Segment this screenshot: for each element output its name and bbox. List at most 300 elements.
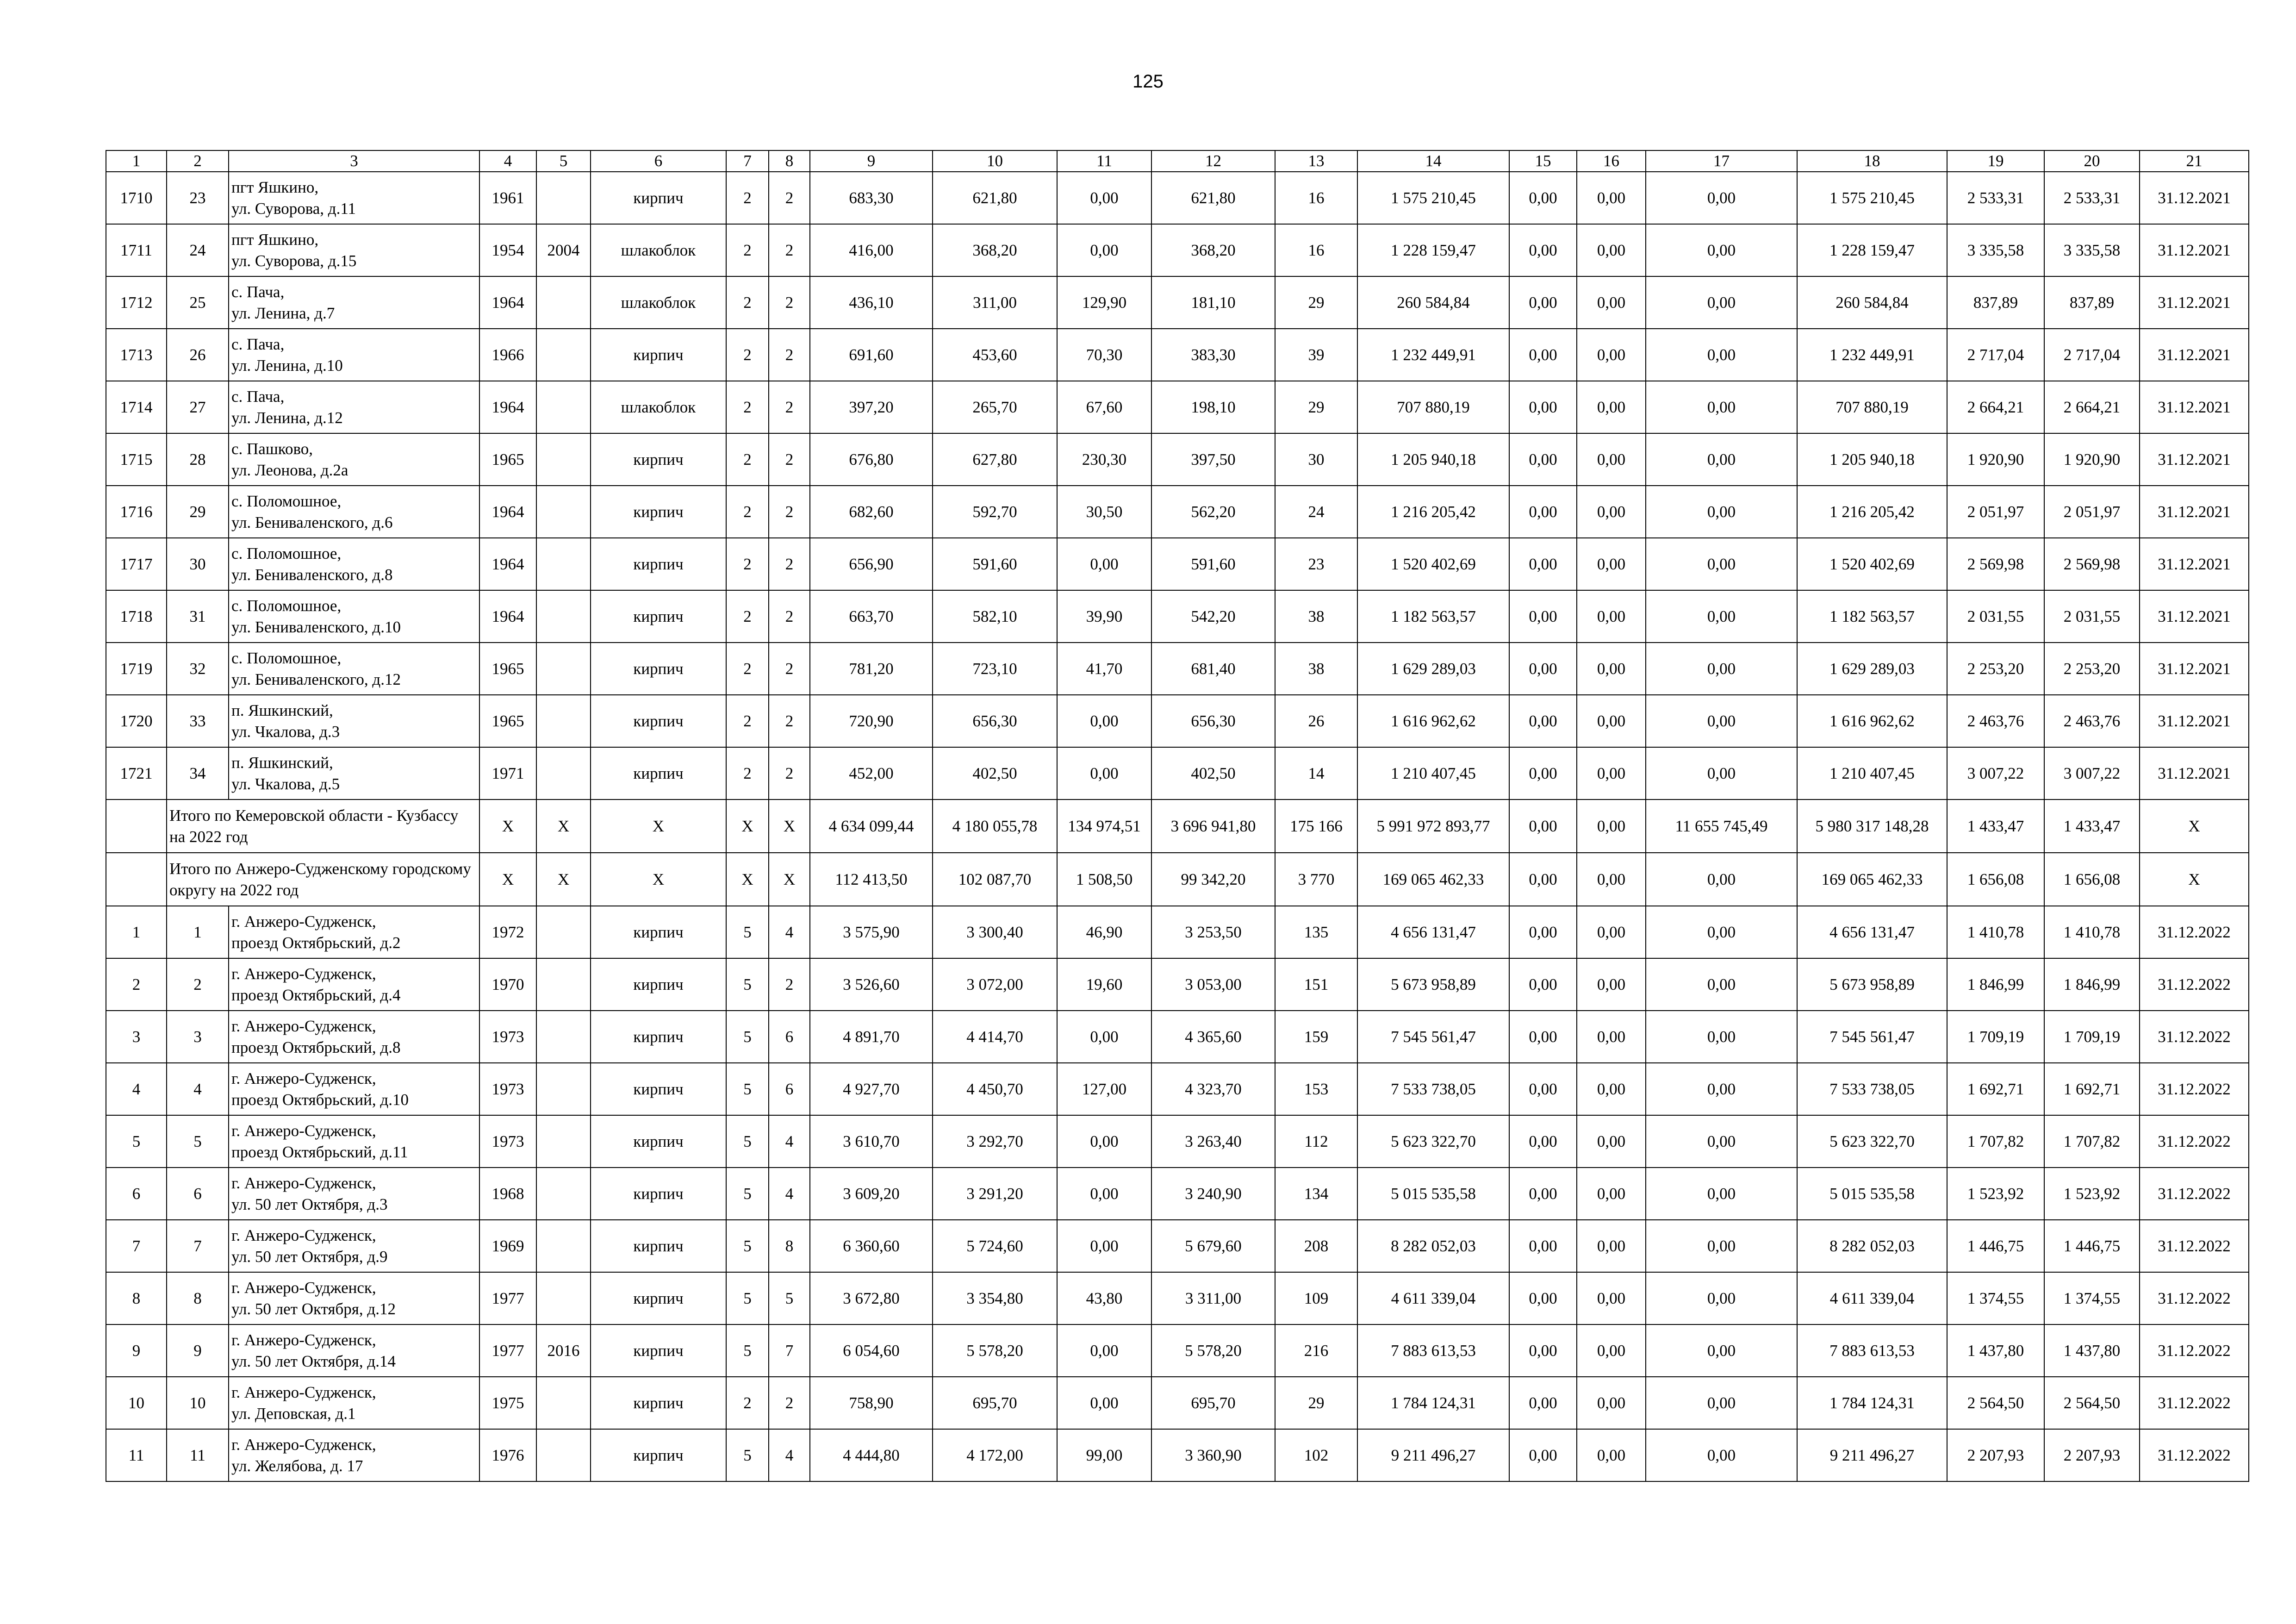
cell-col-8: 8 [769, 1220, 810, 1272]
cell-col-20: 1 920,90 [2044, 433, 2140, 486]
cell-address [229, 172, 479, 224]
cell-col-15: 0,00 [1509, 1115, 1577, 1168]
cell-col-19: 1 709,19 [1947, 1011, 2044, 1063]
cell-col-2: 2 [167, 958, 229, 1011]
cell-col-13: 216 [1275, 1324, 1357, 1377]
cell-col-5 [536, 1115, 591, 1168]
cell-col-16: 0,00 [1577, 486, 1646, 538]
cell-address [229, 329, 479, 381]
cell-col-4: 1977 [479, 1272, 536, 1324]
cell-col-1 [106, 800, 167, 853]
column-number-13: 13 [1275, 150, 1357, 172]
cell-col-16: 0,00 [1577, 276, 1646, 329]
cell-col-20: 2 207,93 [2044, 1429, 2140, 1481]
cell-col-20: 2 031,55 [2044, 590, 2140, 643]
cell-col-11: 0,00 [1057, 1115, 1151, 1168]
column-number-9: 9 [810, 150, 933, 172]
cell-col-10: 102 087,70 [933, 853, 1057, 906]
cell-col-20: 1 707,82 [2044, 1115, 2140, 1168]
cell-col-10: 591,60 [933, 538, 1057, 590]
cell-col-5: Х [536, 853, 591, 906]
cell-col-11: 46,90 [1057, 906, 1151, 958]
cell-col-19: 1 656,08 [1947, 853, 2044, 906]
cell-col-10: 4 414,70 [933, 1011, 1057, 1063]
cell-col-8: 2 [769, 643, 810, 695]
cell-col-12: 621,80 [1151, 172, 1275, 224]
cell-col-11: 30,50 [1057, 486, 1151, 538]
cell-col-6: кирпич [591, 906, 726, 958]
cell-col-20: 2 533,31 [2044, 172, 2140, 224]
cell-col-20: 1 692,71 [2044, 1063, 2140, 1115]
cell-col-17: 0,00 [1646, 853, 1797, 906]
cell-col-5 [536, 538, 591, 590]
cell-address [229, 1429, 479, 1481]
cell-col-21: 31.12.2021 [2140, 643, 2249, 695]
cell-address [229, 1377, 479, 1429]
cell-col-20: 1 523,92 [2044, 1168, 2140, 1220]
cell-col-4: Х [479, 853, 536, 906]
cell-col-13: 135 [1275, 906, 1357, 958]
cell-col-21: 31.12.2022 [2140, 1168, 2249, 1220]
cell-col-18: 1 520 402,69 [1797, 538, 1947, 590]
cell-col-17: 0,00 [1646, 1063, 1797, 1115]
address-street: проезд Октябрьский, д.8 [231, 1038, 401, 1056]
cell-col-10: 4 172,00 [933, 1429, 1057, 1481]
cell-col-7: 2 [726, 381, 769, 433]
address-street: ул. 50 лет Октября, д.3 [231, 1195, 388, 1213]
cell-col-19: 2 463,76 [1947, 695, 2044, 747]
cell-col-4: Х [479, 800, 536, 853]
address-locality: г. Анжеро-Судженск, [231, 1121, 376, 1140]
cell-col-17: 0,00 [1646, 224, 1797, 276]
cell-col-21: 31.12.2022 [2140, 1377, 2249, 1429]
cell-col-15: 0,00 [1509, 1063, 1577, 1115]
cell-col-19: 2 717,04 [1947, 329, 2044, 381]
cell-col-7: 5 [726, 906, 769, 958]
cell-col-14: 1 629 289,03 [1357, 643, 1509, 695]
cell-col-21: 31.12.2022 [2140, 1115, 2249, 1168]
cell-col-18: 1 232 449,91 [1797, 329, 1947, 381]
cell-col-20: 2 564,50 [2044, 1377, 2140, 1429]
cell-col-8: 2 [769, 433, 810, 486]
cell-col-2: 27 [167, 381, 229, 433]
cell-col-8: 2 [769, 1377, 810, 1429]
cell-col-12: 542,20 [1151, 590, 1275, 643]
cell-col-15: 0,00 [1509, 1272, 1577, 1324]
address-locality: с. Пача, [231, 335, 285, 353]
cell-col-13: 30 [1275, 433, 1357, 486]
cell-col-4: 1971 [479, 747, 536, 800]
cell-col-1: 1 [106, 906, 167, 958]
column-number-15: 15 [1509, 150, 1577, 172]
address-locality: г. Анжеро-Судженск, [231, 1017, 376, 1035]
cell-col-14: 5 991 972 893,77 [1357, 800, 1509, 853]
cell-col-21: 31.12.2022 [2140, 1011, 2249, 1063]
cell-col-17: 11 655 745,49 [1646, 800, 1797, 853]
cell-col-13: 109 [1275, 1272, 1357, 1324]
cell-col-13: 29 [1275, 381, 1357, 433]
cell-col-18: 1 629 289,03 [1797, 643, 1947, 695]
address-locality: п. Яшкинский, [231, 701, 333, 719]
cell-col-7: 2 [726, 643, 769, 695]
cell-col-21: 31.12.2021 [2140, 224, 2249, 276]
cell-col-2: 3 [167, 1011, 229, 1063]
cell-col-2: 29 [167, 486, 229, 538]
cell-col-1: 1718 [106, 590, 167, 643]
cell-col-15: 0,00 [1509, 329, 1577, 381]
cell-col-5 [536, 1063, 591, 1115]
cell-col-14: 1 210 407,45 [1357, 747, 1509, 800]
cell-col-20: 2 569,98 [2044, 538, 2140, 590]
cell-col-4: 1973 [479, 1011, 536, 1063]
table-row [106, 695, 2249, 747]
cell-col-19: 2 533,31 [1947, 172, 2044, 224]
cell-col-5 [536, 590, 591, 643]
cell-col-14: 1 228 159,47 [1357, 224, 1509, 276]
column-number-19: 19 [1947, 150, 2044, 172]
column-number-4: 4 [479, 150, 536, 172]
cell-col-9: 4 634 099,44 [810, 800, 933, 853]
cell-address [229, 224, 479, 276]
cell-col-14: 1 575 210,45 [1357, 172, 1509, 224]
address-locality: пгт Яшкино, [231, 230, 319, 249]
cell-col-19: 1 846,99 [1947, 958, 2044, 1011]
table-row [106, 486, 2249, 538]
cell-col-6: кирпич [591, 1272, 726, 1324]
cell-col-10: 3 291,20 [933, 1168, 1057, 1220]
cell-col-5 [536, 1429, 591, 1481]
cell-col-20: 2 664,21 [2044, 381, 2140, 433]
housing-register-table [106, 150, 2249, 1482]
cell-col-12: 198,10 [1151, 381, 1275, 433]
cell-col-10: 621,80 [933, 172, 1057, 224]
cell-col-21: 31.12.2022 [2140, 958, 2249, 1011]
cell-col-2: 8 [167, 1272, 229, 1324]
cell-col-4: 1964 [479, 590, 536, 643]
cell-col-5: 2004 [536, 224, 591, 276]
cell-col-11: 129,90 [1057, 276, 1151, 329]
cell-col-13: 23 [1275, 538, 1357, 590]
cell-col-17: 0,00 [1646, 1272, 1797, 1324]
total-row [106, 853, 2249, 906]
cell-col-16: 0,00 [1577, 853, 1646, 906]
cell-col-20: 1 656,08 [2044, 853, 2140, 906]
cell-col-11: 43,80 [1057, 1272, 1151, 1324]
cell-col-16: 0,00 [1577, 1272, 1646, 1324]
cell-col-9: 112 413,50 [810, 853, 933, 906]
cell-col-4: 1973 [479, 1115, 536, 1168]
cell-col-15: 0,00 [1509, 1377, 1577, 1429]
cell-col-1: 1712 [106, 276, 167, 329]
cell-col-19: 3 335,58 [1947, 224, 2044, 276]
cell-col-13: 29 [1275, 276, 1357, 329]
cell-col-6: шлакоблок [591, 381, 726, 433]
cell-address [229, 1168, 479, 1220]
cell-col-11: 0,00 [1057, 1377, 1151, 1429]
address-street: ул. Ленина, д.12 [231, 408, 343, 427]
address-street: ул. 50 лет Октября, д.12 [231, 1299, 396, 1318]
cell-col-16: 0,00 [1577, 172, 1646, 224]
cell-col-6: кирпич [591, 747, 726, 800]
cell-col-4: 1969 [479, 1220, 536, 1272]
cell-col-19: 1 692,71 [1947, 1063, 2044, 1115]
cell-col-18: 9 211 496,27 [1797, 1429, 1947, 1481]
cell-col-1: 1711 [106, 224, 167, 276]
cell-col-4: 1970 [479, 958, 536, 1011]
address-street: ул. Бениваленского, д.6 [231, 513, 393, 531]
cell-col-9: 676,80 [810, 433, 933, 486]
cell-col-4: 1961 [479, 172, 536, 224]
cell-col-9: 3 575,90 [810, 906, 933, 958]
cell-col-9: 452,00 [810, 747, 933, 800]
cell-col-19: 2 051,97 [1947, 486, 2044, 538]
cell-col-7: 5 [726, 1272, 769, 1324]
cell-col-15: 0,00 [1509, 1168, 1577, 1220]
cell-col-17: 0,00 [1646, 906, 1797, 958]
cell-col-5 [536, 1272, 591, 1324]
cell-col-20: 1 709,19 [2044, 1011, 2140, 1063]
cell-col-18: 8 282 052,03 [1797, 1220, 1947, 1272]
cell-col-6: кирпич [591, 1168, 726, 1220]
address-locality: г. Анжеро-Судженск, [231, 964, 376, 983]
cell-col-17: 0,00 [1646, 381, 1797, 433]
cell-col-18: 5 673 958,89 [1797, 958, 1947, 1011]
cell-col-14: 260 584,84 [1357, 276, 1509, 329]
address-street: ул. Ленина, д.10 [231, 356, 343, 375]
cell-col-9: 4 927,70 [810, 1063, 933, 1115]
cell-col-13: 39 [1275, 329, 1357, 381]
table-row [106, 276, 2249, 329]
cell-col-9: 416,00 [810, 224, 933, 276]
cell-col-5: Х [536, 800, 591, 853]
cell-col-16: 0,00 [1577, 1429, 1646, 1481]
cell-col-11: 19,60 [1057, 958, 1151, 1011]
cell-col-7: 5 [726, 1115, 769, 1168]
cell-col-20: 1 437,80 [2044, 1324, 2140, 1377]
cell-col-12: 681,40 [1151, 643, 1275, 695]
cell-col-1: 1716 [106, 486, 167, 538]
cell-col-11: 0,00 [1057, 224, 1151, 276]
cell-col-8: 2 [769, 538, 810, 590]
address-street: ул. 50 лет Октября, д.14 [231, 1352, 396, 1370]
address-street: проезд Октябрьский, д.10 [231, 1090, 409, 1109]
cell-col-5 [536, 1011, 591, 1063]
cell-col-12: 3 360,90 [1151, 1429, 1275, 1481]
cell-col-11: 0,00 [1057, 538, 1151, 590]
address-locality: с. Пача, [231, 387, 285, 406]
address-street: ул. Суворова, д.11 [231, 199, 356, 218]
cell-col-6: кирпич [591, 590, 726, 643]
cell-col-16: 0,00 [1577, 1324, 1646, 1377]
cell-col-12: 3 240,90 [1151, 1168, 1275, 1220]
cell-col-20: 2 253,20 [2044, 643, 2140, 695]
cell-col-17: 0,00 [1646, 276, 1797, 329]
cell-col-6: кирпич [591, 1063, 726, 1115]
cell-col-6: кирпич [591, 172, 726, 224]
cell-col-9: 3 609,20 [810, 1168, 933, 1220]
table-row [106, 643, 2249, 695]
cell-col-13: 112 [1275, 1115, 1357, 1168]
cell-col-18: 5 623 322,70 [1797, 1115, 1947, 1168]
cell-col-8: 5 [769, 1272, 810, 1324]
address-street: ул. Суворова, д.15 [231, 251, 357, 270]
cell-col-19: 1 410,78 [1947, 906, 2044, 958]
cell-address [229, 1011, 479, 1063]
cell-address [229, 695, 479, 747]
cell-col-16: 0,00 [1577, 747, 1646, 800]
table-row [106, 1429, 2249, 1481]
cell-col-20: 837,89 [2044, 276, 2140, 329]
total-row [106, 800, 2249, 853]
cell-col-17: 0,00 [1646, 538, 1797, 590]
table-row [106, 1272, 2249, 1324]
address-street: ул. Бениваленского, д.10 [231, 618, 401, 636]
cell-col-20: 2 717,04 [2044, 329, 2140, 381]
cell-col-15: 0,00 [1509, 853, 1577, 906]
cell-col-5 [536, 1168, 591, 1220]
cell-col-4: 1964 [479, 381, 536, 433]
cell-address [229, 643, 479, 695]
cell-col-5 [536, 643, 591, 695]
cell-col-13: 102 [1275, 1429, 1357, 1481]
column-number-8: 8 [769, 150, 810, 172]
cell-col-21: 31.12.2021 [2140, 381, 2249, 433]
address-street: ул. Бениваленского, д.12 [231, 670, 401, 688]
cell-col-14: 4 611 339,04 [1357, 1272, 1509, 1324]
cell-col-14: 7 545 561,47 [1357, 1011, 1509, 1063]
cell-col-10: 3 072,00 [933, 958, 1057, 1011]
cell-col-15: 0,00 [1509, 486, 1577, 538]
cell-col-15: 0,00 [1509, 958, 1577, 1011]
cell-col-19: 3 007,22 [1947, 747, 2044, 800]
cell-col-18: 1 575 210,45 [1797, 172, 1947, 224]
address-street: ул. Чкалова, д.3 [231, 722, 340, 741]
cell-col-15: 0,00 [1509, 590, 1577, 643]
cell-col-18: 1 228 159,47 [1797, 224, 1947, 276]
cell-col-7: 2 [726, 172, 769, 224]
address-street: проезд Октябрьский, д.11 [231, 1143, 408, 1161]
cell-col-18: 4 656 131,47 [1797, 906, 1947, 958]
cell-col-4: 1975 [479, 1377, 536, 1429]
cell-col-15: 0,00 [1509, 1324, 1577, 1377]
cell-col-20: 1 374,55 [2044, 1272, 2140, 1324]
cell-col-6: кирпич [591, 1115, 726, 1168]
cell-col-4: 1964 [479, 486, 536, 538]
page-number: 125 [1132, 71, 1164, 92]
address-street: ул. Леонова, д.2а [231, 461, 348, 479]
cell-col-10: 695,70 [933, 1377, 1057, 1429]
total-label: Итого по Анжеро-Судженскому городскому округу на 2022 год [167, 853, 479, 906]
cell-col-6: кирпич [591, 329, 726, 381]
cell-col-17: 0,00 [1646, 747, 1797, 800]
address-street: ул. Бениваленского, д.8 [231, 565, 393, 584]
cell-col-10: 402,50 [933, 747, 1057, 800]
column-number-11: 11 [1057, 150, 1151, 172]
cell-col-21: 31.12.2021 [2140, 590, 2249, 643]
cell-col-7: 2 [726, 329, 769, 381]
cell-col-7: 2 [726, 747, 769, 800]
cell-col-20: 1 846,99 [2044, 958, 2140, 1011]
cell-col-18: 7 545 561,47 [1797, 1011, 1947, 1063]
cell-col-12: 591,60 [1151, 538, 1275, 590]
cell-col-15: 0,00 [1509, 1220, 1577, 1272]
cell-col-13: 134 [1275, 1168, 1357, 1220]
cell-col-10: 4 180 055,78 [933, 800, 1057, 853]
address-street: ул. Деповская, д.1 [231, 1404, 356, 1423]
table-row [106, 906, 2249, 958]
cell-col-4: 1976 [479, 1429, 536, 1481]
cell-col-2: 4 [167, 1063, 229, 1115]
cell-col-16: 0,00 [1577, 958, 1646, 1011]
cell-col-12: 656,30 [1151, 695, 1275, 747]
cell-col-8: 4 [769, 1168, 810, 1220]
cell-col-6: кирпич [591, 695, 726, 747]
column-number-2: 2 [167, 150, 229, 172]
cell-col-11: 39,90 [1057, 590, 1151, 643]
cell-col-11: 1 508,50 [1057, 853, 1151, 906]
cell-col-12: 3 311,00 [1151, 1272, 1275, 1324]
cell-col-20: 1 410,78 [2044, 906, 2140, 958]
cell-col-13: 16 [1275, 172, 1357, 224]
cell-col-7: 2 [726, 1377, 769, 1429]
cell-col-1: 1714 [106, 381, 167, 433]
cell-col-9: 436,10 [810, 276, 933, 329]
table-row [106, 1063, 2249, 1115]
cell-col-20: 2 463,76 [2044, 695, 2140, 747]
cell-col-16: 0,00 [1577, 224, 1646, 276]
cell-col-14: 5 015 535,58 [1357, 1168, 1509, 1220]
cell-col-2: 9 [167, 1324, 229, 1377]
total-label: Итого по Кемеровской области - Кузбассу на 2022 год [167, 800, 479, 853]
cell-col-1: 7 [106, 1220, 167, 1272]
cell-col-2: 7 [167, 1220, 229, 1272]
cell-col-15: 0,00 [1509, 172, 1577, 224]
cell-col-21: 31.12.2021 [2140, 486, 2249, 538]
cell-col-21: 31.12.2021 [2140, 172, 2249, 224]
address-locality: с. Пача, [231, 282, 285, 301]
cell-col-10: 3 354,80 [933, 1272, 1057, 1324]
cell-col-13: 208 [1275, 1220, 1357, 1272]
cell-col-9: 720,90 [810, 695, 933, 747]
cell-col-17: 0,00 [1646, 1324, 1797, 1377]
address-locality: с. Поломошное, [231, 492, 342, 510]
cell-col-11: 127,00 [1057, 1063, 1151, 1115]
table-row [106, 1168, 2249, 1220]
cell-col-18: 1 616 962,62 [1797, 695, 1947, 747]
cell-address [229, 1115, 479, 1168]
cell-col-1: 11 [106, 1429, 167, 1481]
cell-col-15: 0,00 [1509, 538, 1577, 590]
cell-col-2: 33 [167, 695, 229, 747]
cell-col-6: шлакоблок [591, 276, 726, 329]
cell-col-11: 41,70 [1057, 643, 1151, 695]
cell-col-14: 1 182 563,57 [1357, 590, 1509, 643]
address-locality: с. Поломошное, [231, 649, 342, 667]
column-number-6: 6 [591, 150, 726, 172]
cell-col-11: 0,00 [1057, 172, 1151, 224]
cell-col-9: 4 444,80 [810, 1429, 933, 1481]
cell-col-16: 0,00 [1577, 643, 1646, 695]
cell-col-17: 0,00 [1646, 486, 1797, 538]
address-locality: г. Анжеро-Судженск, [231, 1278, 376, 1297]
cell-col-12: 5 679,60 [1151, 1220, 1275, 1272]
column-number-16: 16 [1577, 150, 1646, 172]
cell-col-19: 2 253,20 [1947, 643, 2044, 695]
cell-col-21: Х [2140, 853, 2249, 906]
cell-col-18: 169 065 462,33 [1797, 853, 1947, 906]
cell-col-2: 25 [167, 276, 229, 329]
cell-col-15: 0,00 [1509, 381, 1577, 433]
